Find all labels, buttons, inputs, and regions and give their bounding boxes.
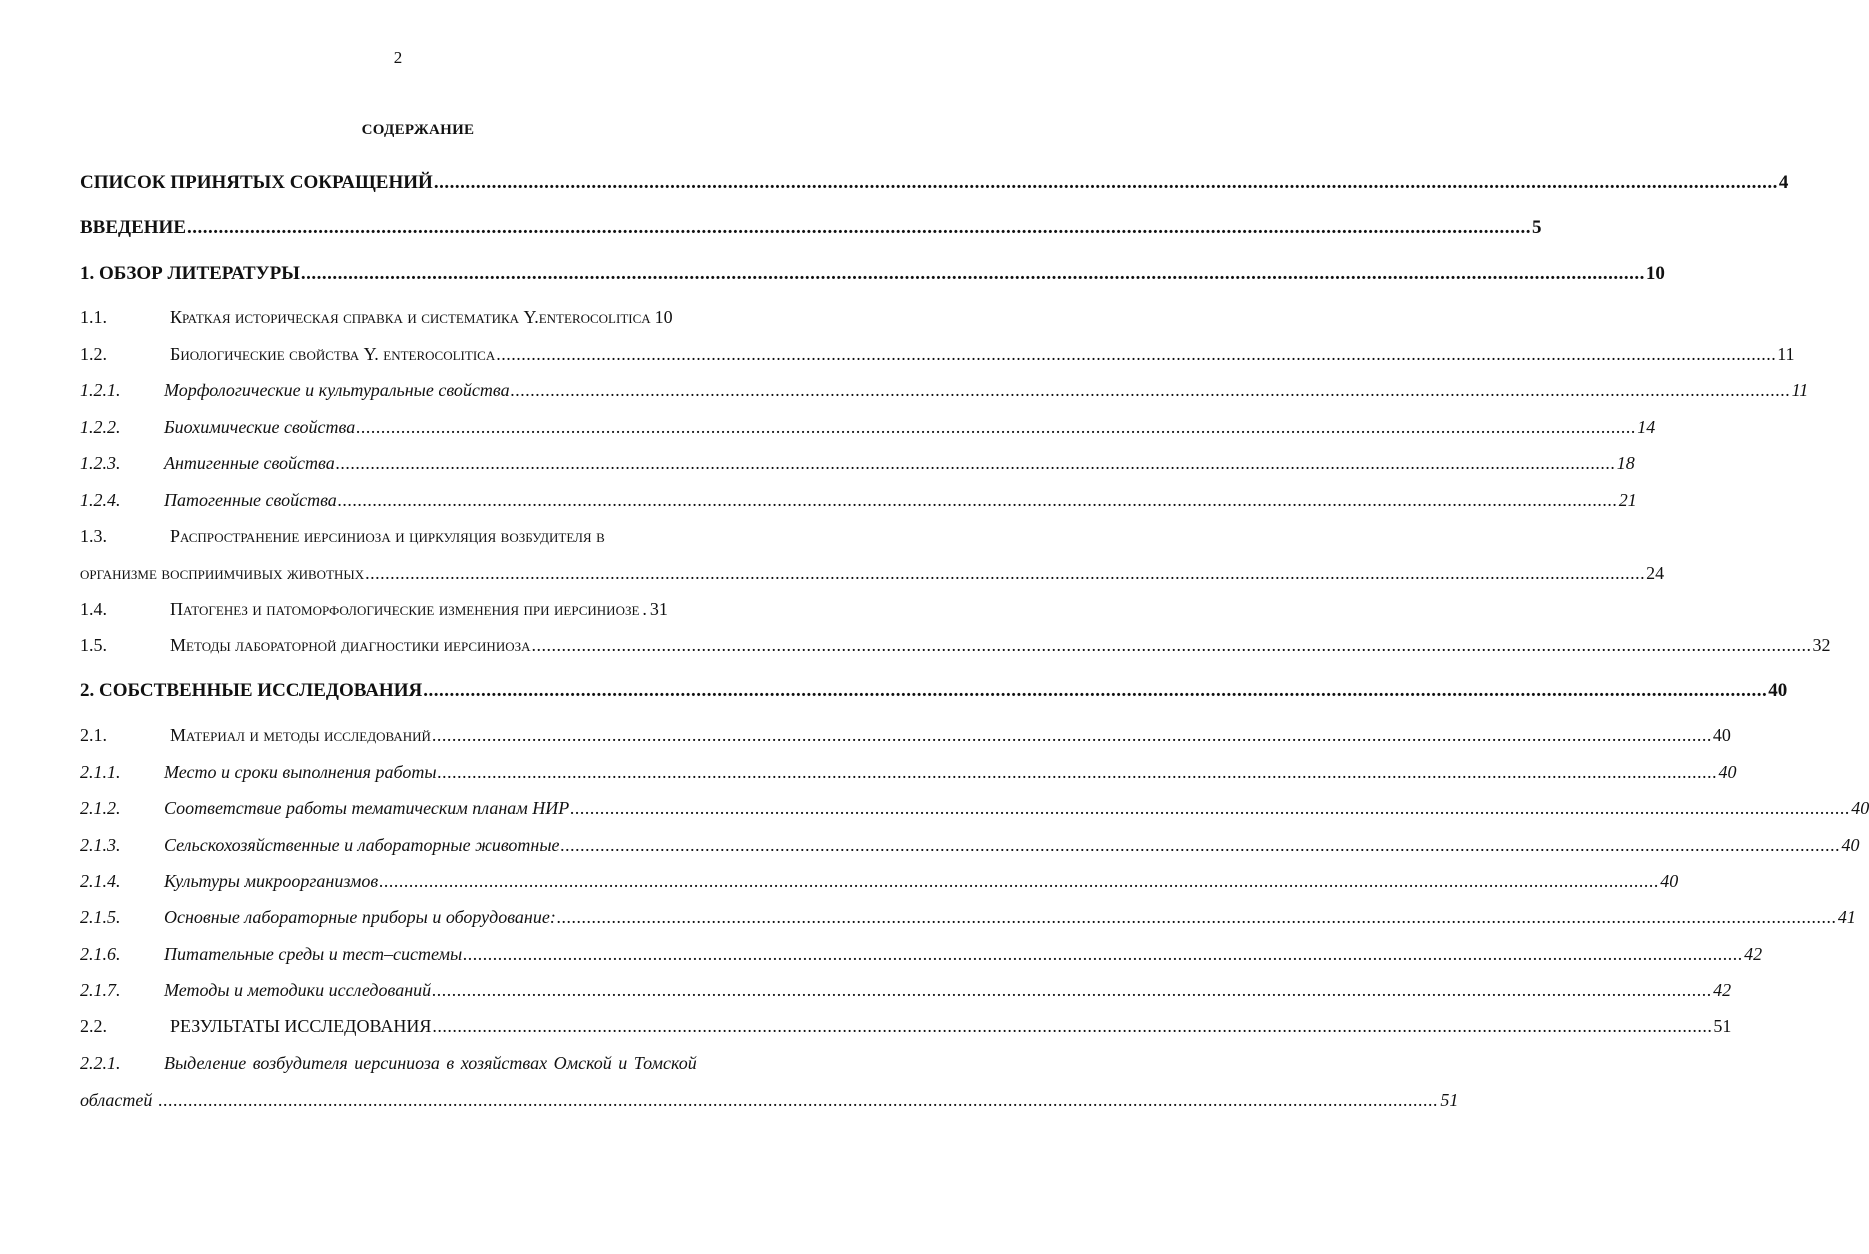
toc-entry-number: 2.1.5. (80, 907, 121, 927)
toc-entry-continuation[interactable] (80, 1090, 1459, 1111)
toc-entry-number: 1.1. (80, 307, 107, 327)
toc-entry-page: 31 (649, 599, 668, 619)
leader-dots (511, 380, 1791, 401)
toc-entry-text: 2. СОБСТВЕННЫЕ ИССЛЕДОВАНИЯ (80, 680, 423, 701)
toc-entry[interactable] (80, 725, 1731, 746)
toc-entry[interactable] (80, 217, 1542, 239)
toc-entry-page: 40 (1712, 725, 1731, 745)
leader-dots (432, 1016, 1712, 1037)
leader-dots (356, 417, 1636, 438)
toc-entry-page: 51 (1440, 1090, 1459, 1110)
leader-dots (336, 453, 1616, 474)
page-number: 2 (393, 48, 403, 67)
leader-dots (338, 490, 1618, 511)
toc-entry-number: 2.1. (80, 725, 107, 745)
toc-entry-number: 2.2. (80, 1016, 107, 1036)
toc-entry-text: Методы лабораторной диагностики иерсиниоза (170, 635, 531, 655)
leader-dots (463, 944, 1743, 965)
toc-entry-text: Место и сроки выполнения работы (164, 762, 437, 782)
toc-entry-text: Питательные среды и тест–системы (164, 944, 463, 964)
toc-entry-page: 11 (1791, 380, 1809, 400)
toc-entry[interactable] (80, 835, 1860, 856)
toc-entry-number: 2.2.1. (80, 1053, 121, 1073)
toc-entry[interactable] (80, 980, 1732, 1001)
leader-dots (496, 344, 1776, 365)
leader-dots (158, 1090, 1438, 1111)
toc-entry[interactable] (80, 944, 1763, 965)
toc-entry[interactable] (80, 344, 1795, 365)
toc-entry-page: 10 (1645, 263, 1665, 284)
leader-dots (379, 871, 1659, 892)
toc-entry-page: 40 (1841, 835, 1860, 855)
toc-entry-page: 40 (1851, 798, 1869, 818)
toc-entry-page: 11 (1777, 344, 1795, 364)
toc-entry-continuation[interactable] (80, 563, 1665, 584)
toc-entry-text: Выделение возбудителя иерсиниоза в хозяйствах Омской и Томской (164, 1053, 697, 1073)
toc-entry[interactable] (80, 680, 1788, 702)
toc-entry-number: 1.2.3. (80, 453, 121, 473)
toc-entry[interactable] (80, 762, 1737, 783)
toc-entry[interactable] (80, 263, 1665, 285)
leader-dots (432, 980, 1712, 1001)
toc-entry-text: ВВЕДЕНИЕ (80, 217, 186, 238)
toc-entry-page: 41 (1837, 907, 1856, 927)
toc-entry[interactable]: 1.4. Патогенез и патоморфологические изменения при иерсиниозе . 31 (80, 599, 668, 619)
toc-entry[interactable] (80, 490, 1637, 511)
toc-entry-page: 42 (1713, 980, 1732, 1000)
toc-entry-text: 1. ОБЗОР ЛИТЕРАТУРЫ (80, 263, 300, 284)
toc-entry-page: 40 (1660, 871, 1679, 891)
leader-dots (432, 725, 1712, 746)
toc-entry-page: 40 (1718, 762, 1737, 782)
leader-dots (187, 217, 1531, 239)
toc-entry-page: 10 (654, 307, 673, 327)
toc-entry-text: СПИСОК ПРИНЯТЫХ СОКРАЩЕНИЙ (80, 172, 433, 193)
leader-dots (301, 263, 1645, 285)
toc-entry-text: РЕЗУЛЬТАТЫ ИССЛЕДОВАНИЯ (170, 1016, 432, 1036)
toc-entry[interactable] (80, 871, 1679, 892)
toc-entry-text: Биохимические свойства (164, 417, 356, 437)
toc-entry[interactable] (80, 635, 1831, 656)
toc-entry-number: 2.1.1. (80, 762, 121, 782)
toc-entry-text: Распространение иерсиниоза и циркуляция возбудителя в (170, 526, 605, 546)
toc-entry-page: 24 (1646, 563, 1665, 583)
toc-entry-page: 14 (1637, 417, 1656, 437)
leader-dots (561, 835, 1841, 856)
toc-entry-number: 2.1.2. (80, 798, 121, 818)
toc-entry-page: 42 (1744, 944, 1763, 964)
toc-entry-page: 18 (1616, 453, 1635, 473)
toc-entry[interactable] (80, 1016, 1732, 1037)
leader-dots (434, 172, 1778, 194)
toc-entry-number: 1.4. (80, 599, 107, 619)
toc-entry-text: областей (80, 1090, 153, 1110)
toc-entry-text: Соответствие работы тематическим планам НИР (164, 798, 570, 818)
toc-entry-page: 40 (1768, 680, 1788, 701)
leader-dots (570, 798, 1850, 819)
toc-entry-page: 21 (1618, 490, 1637, 510)
toc-entry-number: 1.2. (80, 344, 107, 364)
leader-dots (557, 907, 1837, 928)
toc-entry-page: 51 (1713, 1016, 1732, 1036)
toc-entry-text: Биологические свойства Y. enterocolitica (170, 344, 496, 364)
toc-entry-number: 2.1.7. (80, 980, 121, 1000)
toc-entry-text: Патогенные свойства (164, 490, 337, 510)
toc-entry-number: 2.1.6. (80, 944, 121, 964)
toc-entry[interactable] (80, 907, 1856, 928)
leader-dots (365, 563, 1645, 584)
toc-entry-number: 1.2.1. (80, 380, 121, 400)
toc-entry-page: 5 (1532, 217, 1542, 238)
toc-entry-number: 1.2.4. (80, 490, 121, 510)
toc-entry[interactable] (80, 172, 1789, 194)
toc-entry-text: Культуры микроорганизмов (164, 871, 379, 891)
toc-entry[interactable] (80, 380, 1809, 401)
leader-dots (438, 762, 1718, 783)
toc-entry[interactable] (80, 307, 756, 328)
toc-entry-text: Краткая историческая справка и систематика Y.enterocolitica (170, 307, 651, 327)
toc-entry-text: Антигенные свойства (164, 453, 335, 473)
toc-entry-text: Морфологические и культуральные свойства (164, 380, 510, 400)
toc-entry[interactable] (80, 798, 1869, 819)
toc-entry-page: 32 (1812, 635, 1831, 655)
toc-entry-number: 1.5. (80, 635, 107, 655)
toc-entry-text: Основные лабораторные приборы и оборудование: (164, 907, 556, 927)
toc-entry-page: 4 (1778, 172, 1789, 193)
leader-dots (532, 635, 1812, 656)
toc-entry-number: 1.2.2. (80, 417, 121, 437)
toc-entry-text: Сельскохозяйственные и лабораторные животные (164, 835, 560, 855)
toc-title: СОДЕРЖАНИЕ (361, 122, 475, 138)
toc-entry-number: 1.3. (80, 526, 107, 546)
toc-entry-number: 2.1.3. (80, 835, 121, 855)
toc-entry[interactable] (80, 526, 756, 547)
toc-entry-text: Материал и методы исследований (170, 725, 431, 745)
leader-dots (423, 680, 1767, 702)
toc-entry-number: 2.1.4. (80, 871, 121, 891)
toc-entry-text: Методы и методики исследований (164, 980, 432, 1000)
toc-entry[interactable] (80, 453, 1635, 474)
toc-entry[interactable] (80, 417, 1656, 438)
toc-entry-text: организме восприимчивых животных (80, 563, 365, 583)
toc-entry-text: Патогенез и патоморфологические изменения при иерсиниозе (170, 599, 640, 619)
toc-entry[interactable] (80, 1053, 756, 1074)
